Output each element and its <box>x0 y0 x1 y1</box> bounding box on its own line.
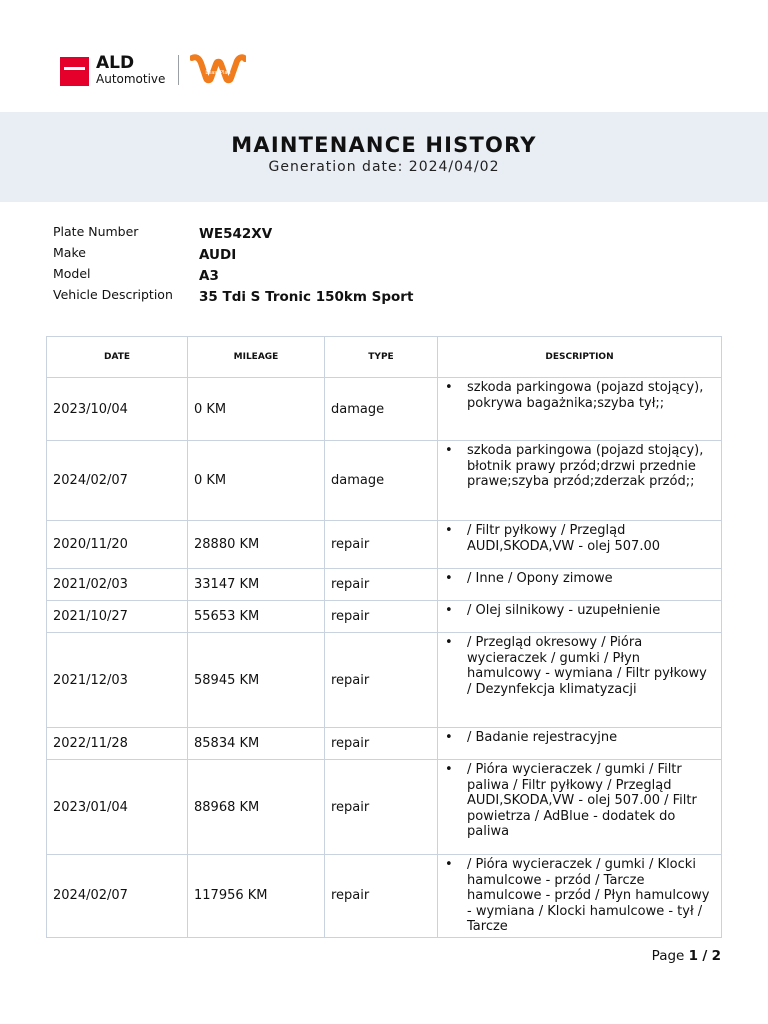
vehicle-info-label: Vehicle Description <box>53 287 173 302</box>
vehicle-info-label: Make <box>53 245 86 260</box>
column-header-description: DESCRIPTION <box>438 337 722 378</box>
cell-date: 2021/02/03 <box>47 569 188 601</box>
description-text: / Inne / Opony zimowe <box>467 571 613 586</box>
cell-description <box>438 378 722 441</box>
cell-mileage: 28880 KM <box>188 521 325 569</box>
description-text: / Olej silnikowy - uzupełnienie <box>467 603 661 618</box>
column-header-mileage: MILEAGE <box>188 337 325 378</box>
cell-description <box>438 441 722 521</box>
table-row <box>47 378 722 441</box>
cell-mileage: 0 KM <box>188 441 325 521</box>
cell-type: repair <box>325 760 438 855</box>
page-title: MAINTENANCE HISTORY <box>231 133 537 157</box>
bullet-icon: • <box>445 443 453 458</box>
brand-name: ALD <box>96 53 135 73</box>
table-row <box>47 441 722 521</box>
cell-description <box>438 569 722 601</box>
table-row <box>47 569 722 601</box>
cell-date: 2023/01/04 <box>47 760 188 855</box>
cell-type: repair <box>325 633 438 728</box>
cell-type: repair <box>325 855 438 938</box>
table-row <box>47 728 722 760</box>
table-row <box>47 855 722 938</box>
cell-mileage: 55653 KM <box>188 601 325 633</box>
cell-type: repair <box>325 728 438 760</box>
vehicle-info-label: Model <box>53 266 91 281</box>
vehicle-info-value: A3 <box>199 268 219 284</box>
bullet-icon: • <box>445 603 453 618</box>
table-row <box>47 521 722 569</box>
cell-type: damage <box>325 378 438 441</box>
table-row <box>47 633 722 728</box>
ald-logo-icon <box>60 57 89 86</box>
description-text: szkoda parkingowa (pojazd stojący), błotnik prawy przód;drzwi przednie prawe;szyba przód;zderzak przód;; <box>467 443 704 489</box>
cell-date: 2022/11/28 <box>47 728 188 760</box>
vehicle-info-value: WE542XV <box>199 226 273 242</box>
cell-description <box>438 633 722 728</box>
cell-type: repair <box>325 569 438 601</box>
description-text: szkoda parkingowa (pojazd stojący), pokrywa bagażnika;szyba tył;; <box>467 380 704 411</box>
vehicle-info-value: 35 Tdi S Tronic 150km Sport <box>199 289 414 305</box>
svg-text:LeasePlan: LeasePlan <box>205 70 231 76</box>
column-header-type: TYPE <box>325 337 438 378</box>
cell-description <box>438 855 722 938</box>
cell-date: 2023/10/04 <box>47 378 188 441</box>
cell-description <box>438 521 722 569</box>
vehicle-info-label: Plate Number <box>53 224 139 239</box>
description-text: / Pióra wycieraczek / gumki / Klocki hamulcowe - przód / Tarcze hamulcowe - przód / Płyn hamulcowy - wymiana / Klocki hamulcowe - tył / Tarcze <box>467 857 710 934</box>
generation-date: Generation date: 2024/04/02 <box>268 159 500 175</box>
description-text: / Badanie rejestracyjne <box>467 730 618 745</box>
cell-mileage: 85834 KM <box>188 728 325 760</box>
cell-date: 2020/11/20 <box>47 521 188 569</box>
cell-type: damage <box>325 441 438 521</box>
bullet-icon: • <box>445 762 453 777</box>
bullet-icon: • <box>445 635 453 650</box>
logo-divider <box>178 55 179 85</box>
cell-date: 2021/12/03 <box>47 633 188 728</box>
cell-date: 2021/10/27 <box>47 601 188 633</box>
page-header <box>0 0 768 112</box>
description-text: / Pióra wycieraczek / gumki / Filtr paliwa / Filtr pyłkowy / Przegląd AUDI,SKODA,VW - olej 507.00 / Filtr powietrza / AdBlue - dodatek do paliwa <box>467 762 697 839</box>
cell-mileage: 117956 KM <box>188 855 325 938</box>
cell-description <box>438 760 722 855</box>
column-header-date: DATE <box>47 337 188 378</box>
cell-mileage: 58945 KM <box>188 633 325 728</box>
vehicle-info-value: AUDI <box>199 247 237 263</box>
brand-sub: Automotive <box>96 72 166 86</box>
cell-type: repair <box>325 521 438 569</box>
description-text: / Przegląd okresowy / Pióra wycieraczek / gumki / Płyn hamulcowy - wymiana / Filtr pyłkowy / Dezynfekcja klimatyzacji <box>467 635 707 697</box>
table-row <box>47 601 722 633</box>
cell-date: 2024/02/07 <box>47 441 188 521</box>
leaseplan-logo-icon <box>190 52 246 88</box>
cell-description <box>438 601 722 633</box>
bullet-icon: • <box>445 523 453 538</box>
title-band <box>0 112 768 202</box>
cell-description <box>438 728 722 760</box>
cell-date: 2024/02/07 <box>47 855 188 938</box>
bullet-icon: • <box>445 380 453 395</box>
bullet-icon: • <box>445 730 453 745</box>
cell-mileage: 0 KM <box>188 378 325 441</box>
cell-type: repair <box>325 601 438 633</box>
bullet-icon: • <box>445 571 453 586</box>
maintenance-table <box>46 336 722 938</box>
page-number: Page 1 / 2 <box>651 948 721 964</box>
table-row <box>47 760 722 855</box>
cell-mileage: 33147 KM <box>188 569 325 601</box>
description-text: / Filtr pyłkowy / Przegląd AUDI,SKODA,VW - olej 507.00 <box>467 523 660 554</box>
table-header-row <box>47 337 722 378</box>
bullet-icon: • <box>445 857 453 872</box>
cell-mileage: 88968 KM <box>188 760 325 855</box>
